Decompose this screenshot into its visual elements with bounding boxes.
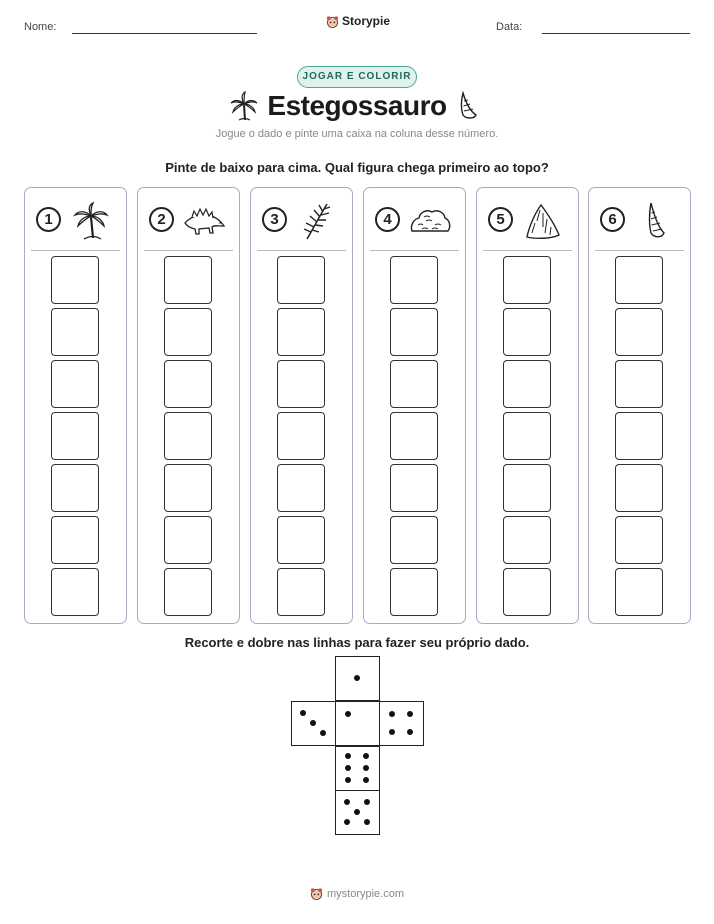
color-box[interactable] [51, 412, 99, 460]
die-pip [310, 720, 316, 726]
color-box[interactable] [615, 360, 663, 408]
stegosaurus-icon [182, 201, 226, 241]
color-box[interactable] [164, 412, 212, 460]
color-box[interactable] [615, 412, 663, 460]
color-box[interactable] [51, 360, 99, 408]
color-box[interactable] [164, 308, 212, 356]
mascot-icon [326, 15, 339, 28]
color-box[interactable] [503, 412, 551, 460]
column-1 [24, 187, 127, 624]
color-box[interactable] [390, 516, 438, 564]
rock-icon [521, 201, 565, 241]
column-number: 3 [262, 207, 287, 232]
die-face-1 [335, 701, 380, 746]
color-box[interactable] [390, 360, 438, 408]
color-box[interactable] [503, 308, 551, 356]
die-face-3 [291, 701, 336, 746]
color-box[interactable] [277, 308, 325, 356]
color-box[interactable] [277, 516, 325, 564]
color-box[interactable] [51, 256, 99, 304]
die-face-1 [335, 656, 380, 701]
color-box[interactable] [164, 360, 212, 408]
color-box[interactable] [503, 360, 551, 408]
color-box[interactable] [51, 568, 99, 616]
color-box[interactable] [615, 516, 663, 564]
bush-icon [408, 201, 452, 241]
color-box[interactable] [390, 256, 438, 304]
column-number: 5 [488, 207, 513, 232]
activity-badge: JOGAR E COLORIR [297, 66, 417, 88]
color-box[interactable] [51, 516, 99, 564]
color-box[interactable] [503, 464, 551, 512]
die-face-5 [335, 790, 380, 835]
column-6 [588, 187, 691, 624]
die-pip [345, 711, 351, 717]
column-number: 2 [149, 207, 174, 232]
page-title: Estegossauro [267, 90, 447, 121]
color-box[interactable] [164, 568, 212, 616]
color-box[interactable] [164, 256, 212, 304]
die-pip [389, 711, 395, 717]
color-box[interactable] [390, 308, 438, 356]
color-box[interactable] [277, 360, 325, 408]
header [0, 0, 714, 50]
die-pip [354, 809, 360, 815]
die-pip [345, 753, 351, 759]
die-pip [407, 711, 413, 717]
die-pip [320, 730, 326, 736]
color-box[interactable] [503, 568, 551, 616]
color-box[interactable] [164, 464, 212, 512]
palm-tree-icon [69, 201, 113, 241]
die-pip [363, 753, 369, 759]
instruction-text: Pinte de baixo para cima. Qual figura chega primeiro ao topo? [165, 160, 549, 175]
name-line[interactable] [72, 33, 257, 34]
columns-grid [24, 187, 690, 624]
color-box[interactable] [615, 464, 663, 512]
color-box[interactable] [390, 568, 438, 616]
color-box[interactable] [503, 256, 551, 304]
color-box[interactable] [503, 516, 551, 564]
column-number: 1 [36, 207, 61, 232]
die-pip [354, 675, 360, 681]
die-pip [345, 777, 351, 783]
die-pip [300, 710, 306, 716]
die-pip [389, 729, 395, 735]
die-pip [344, 799, 350, 805]
footer [0, 887, 714, 900]
subtitle: Jogue o dado e pinte uma caixa na coluna desse número. [215, 128, 499, 140]
color-box[interactable] [390, 464, 438, 512]
date-line[interactable] [542, 33, 690, 34]
die-pip [364, 819, 370, 825]
horn-shell-icon [455, 91, 479, 123]
column-number: 6 [600, 207, 625, 232]
color-box[interactable] [615, 568, 663, 616]
color-box[interactable] [277, 256, 325, 304]
name-label: Nome: [24, 21, 57, 33]
footer-url[interactable]: mystorypie.com [326, 887, 405, 900]
column-number: 4 [375, 207, 400, 232]
fern-leaf-icon [295, 201, 339, 241]
column-3 [250, 187, 353, 624]
color-box[interactable] [277, 464, 325, 512]
color-box[interactable] [615, 256, 663, 304]
brand-name: Storypie [342, 14, 391, 28]
die-pip [363, 777, 369, 783]
die-pip [344, 819, 350, 825]
date-label: Data: [496, 21, 523, 33]
cut-instruction-text: Recorte e dobre nas linhas para fazer seu próprio dado. [184, 635, 530, 650]
color-box[interactable] [51, 464, 99, 512]
die-face-4 [379, 701, 424, 746]
die-pip [363, 765, 369, 771]
die-pip [364, 799, 370, 805]
die-pip [407, 729, 413, 735]
color-box[interactable] [277, 412, 325, 460]
column-2 [137, 187, 240, 624]
color-box[interactable] [51, 308, 99, 356]
color-box[interactable] [615, 308, 663, 356]
column-4 [363, 187, 466, 624]
horn-shell-icon [633, 201, 677, 241]
color-box[interactable] [277, 568, 325, 616]
color-box[interactable] [164, 516, 212, 564]
color-box[interactable] [390, 412, 438, 460]
brand-logo [326, 14, 390, 28]
mascot-icon [310, 887, 323, 900]
column-5 [476, 187, 579, 624]
die-face-6 [335, 746, 380, 791]
die-pip [345, 765, 351, 771]
